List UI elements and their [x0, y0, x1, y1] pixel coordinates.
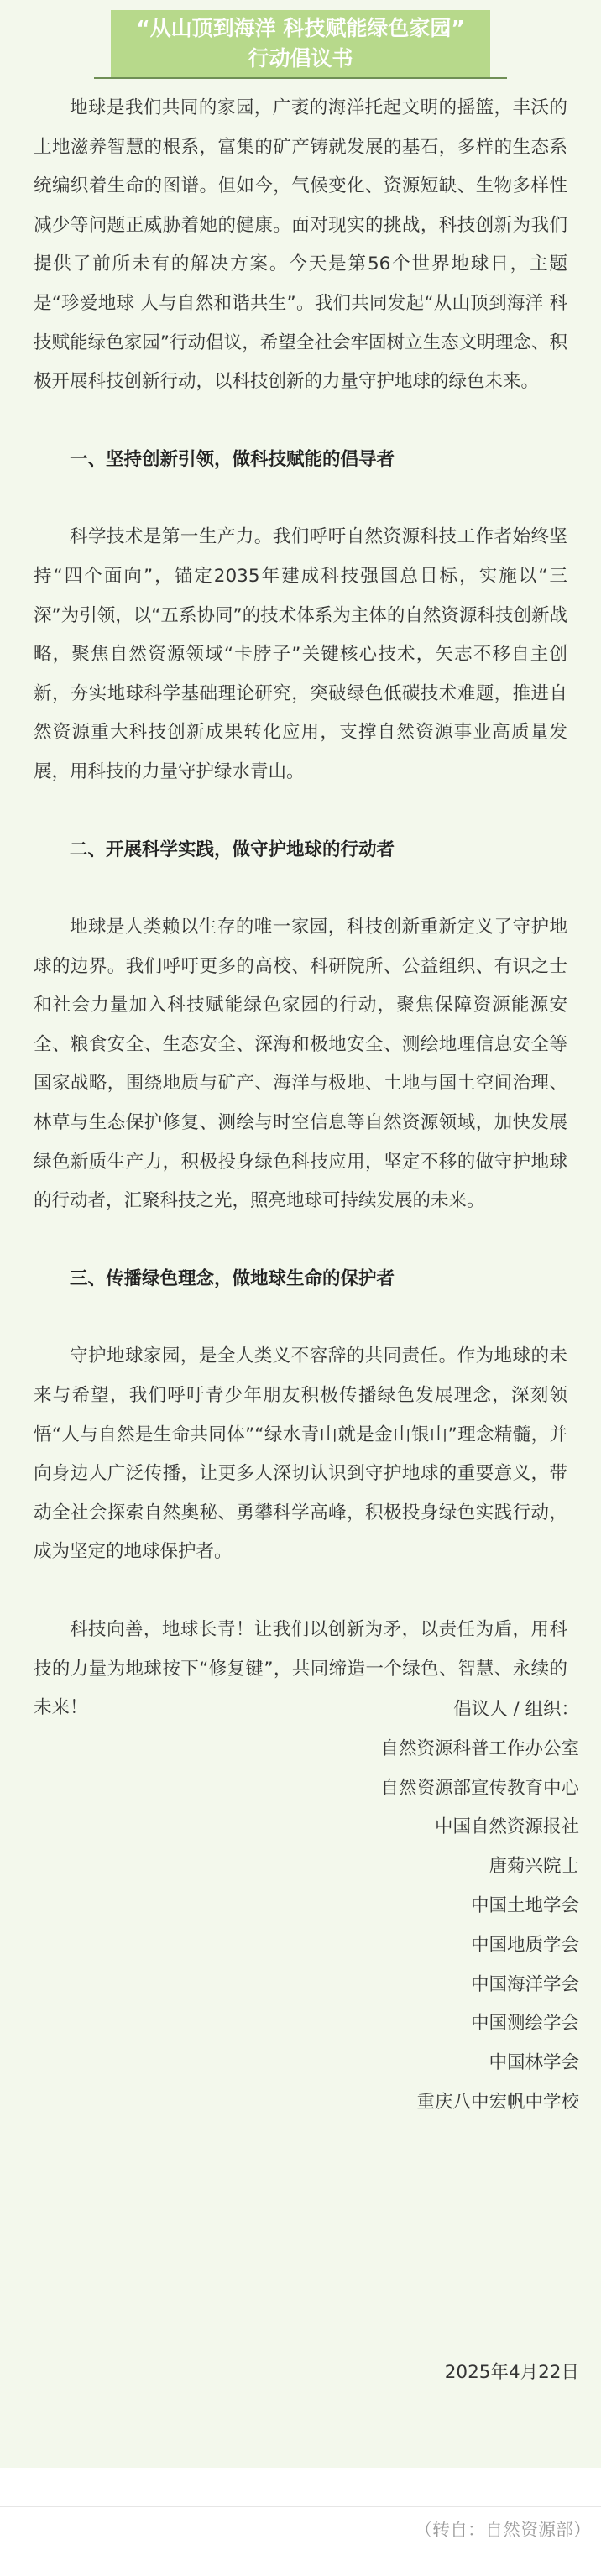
closing-paragraph: 科技向善，地球长青！让我们以创新为矛，以责任为盾，用科技的力量为地球按下“修复键”，共同缔造一个绿色、智慧、永续的未来！ — [34, 1619, 567, 1719]
section-2-paragraph: 地球是人类赖以生存的唯一家园，科技创新重新定义了守护地球的边界。我们呼吁更多的高校、科研院所、公益组织、有识之士和社会力量加入科技赋能绿色家园的行动，聚焦保障资源能源安全、粮食安全、生态安全、深海和极地安全、测绘地理信息安全等国家战略，围绕地质与矿产、海洋与极地、土地与国土空间治理、林草与生态保护修复、测绘与时空信息等自然资源领域，加快发展绿色新质生产力，积极投身绿色科技应用，坚定不移的做守护地球的行动者，汇聚科技之光，照亮地球可持续发展的未来。 — [34, 917, 567, 1212]
section-1-paragraph: 科学技术是第一生产力。我们呼吁自然资源科技工作者始终坚持“四个面向”，锚定2035年建成科技强国总目标，实施以“三深”为引领，以“五系协同”的技术体系为主体的自然资源科技创新战略，聚焦自然资源领域“卡脖子”关键核心技术，矢志不移自主创新，夯实地球科学基础理论研究，突破绿色低碳技术难题，推进自然资源重大科技创新成果转化应用，支撑自然资源事业高质量发展，用科技的力量守护绿水青山。 — [34, 526, 567, 782]
signer-item: 中国林学会 — [489, 2052, 579, 2074]
signer-item: 重庆八中宏帆中学校 — [416, 2091, 579, 2113]
source-note: （转自：自然资源部） — [415, 2520, 591, 2540]
title-line-1: “从山顶到海洋 科技赋能绿色家园” — [136, 16, 465, 40]
signer-item: 中国土地学会 — [470, 1894, 579, 1916]
document-title — [111, 10, 490, 77]
signers-label: 倡议人 / 组织： — [453, 1699, 579, 1720]
section-2-heading: 二、开展科学实践，做守护地球的行动者 — [70, 839, 395, 860]
section-1-heading: 一、坚持创新引领，做科技赋能的倡导者 — [70, 448, 395, 470]
signer-item: 自然资源科普工作办公室 — [380, 1737, 579, 1759]
title-line-2: 行动倡议书 — [248, 46, 353, 71]
section-3-heading: 三、传播绿色理念，做地球生命的保护者 — [70, 1267, 395, 1289]
section-3-paragraph: 守护地球家园，是全人类义不容辞的共同责任。作为地球的未来与希望，我们呼吁青少年朋友积极传播绿色发展理念，深刻领悟“人与自然是生命共同体”“绿水青山就是金山银山”理念精髓，并向身边人广泛传播，让更多人深切认识到守护地球的重要意义，带动全社会探索自然奥秘、勇攀科学高峰，积极投身绿色实践行动，成为坚定的地球保护者。 — [34, 1345, 567, 1563]
signer-item: 中国地质学会 — [470, 1934, 579, 1956]
document-body — [34, 89, 567, 1728]
signer-item: 自然资源部宣传教育中心 — [380, 1777, 579, 1799]
document-date: 2025年4月22日 — [444, 2362, 579, 2383]
signers-block — [380, 1690, 579, 2123]
source-divider — [0, 2506, 601, 2507]
signer-item: 唐菊兴院士 — [489, 1856, 579, 1878]
signer-item: 中国自然资源报社 — [434, 1816, 579, 1838]
title-underline — [94, 77, 507, 79]
signer-item: 中国测绘学会 — [470, 2013, 579, 2035]
signer-item: 中国海洋学会 — [470, 1973, 579, 1995]
intro-paragraph: 地球是我们共同的家园，广袤的海洋托起文明的摇篮，丰沃的土地滋养智慧的根系，富集的矿产铸就发展的基石，多样的生态系统编织着生命的图谱。但如今，气候变化、资源短缺、生物多样性减少等问题正威胁着她的健康。面对现实的挑战，科技创新为我们提供了前所未有的解决方案。今天是第56个世界地球日，主题是“珍爱地球 人与自然和谐共生”。我们共同发起“从山顶到海洋 科技赋能绿色家园”行动倡议，希望全社会牢固树立生态文明理念、积极开展科技创新行动，以科技创新的力量守护地球的绿色未来。 — [34, 97, 567, 393]
